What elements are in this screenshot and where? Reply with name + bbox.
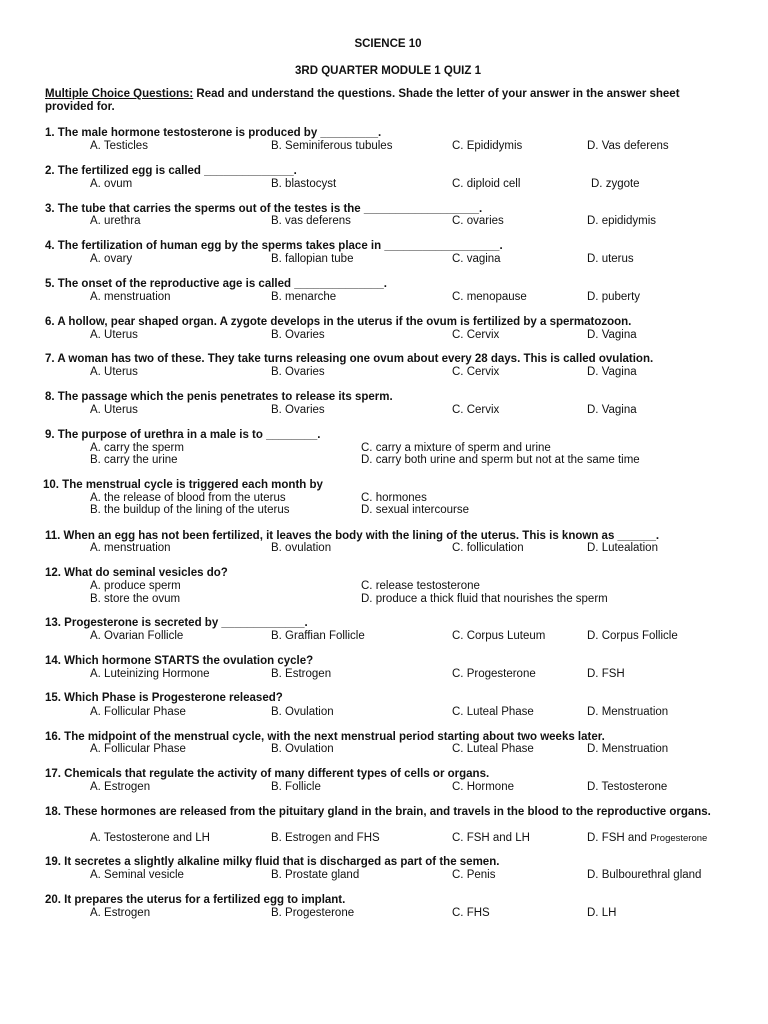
choice-2a: A. ovum xyxy=(90,178,133,190)
choice-15d: D. Menstruation xyxy=(587,706,669,718)
choice-9d: D. carry both urine and sperm but not at the same time xyxy=(361,454,640,466)
choice-4a: A. ovary xyxy=(90,253,133,265)
question-4: 4. The fertilization of human egg by the sperms takes place in __________________. xyxy=(45,240,503,252)
choice-6d: D. Vagina xyxy=(587,329,637,341)
choice-18b: B. Estrogen and FHS xyxy=(271,832,380,844)
choice-2d: D. zygote xyxy=(591,178,640,190)
choice-18d-small: Progesterone xyxy=(650,833,708,844)
question-5: 5. The onset of the reproductive age is called ______________. xyxy=(45,278,387,290)
choice-13a: A. Ovarian Follicle xyxy=(90,630,184,642)
choice-12b: B. store the ovum xyxy=(90,593,181,605)
instructions-label: Multiple Choice Questions: xyxy=(45,88,194,100)
choice-14c: C. Progesterone xyxy=(452,668,536,680)
choice-3a: A. urethra xyxy=(90,215,141,227)
question-8: 8. The passage which the penis penetrates to release its sperm. xyxy=(45,391,393,403)
question-7: 7. A woman has two of these. They take turns releasing one ovum about every 28 days. This is called ovulation. xyxy=(45,353,654,365)
choice-6c: C. Cervix xyxy=(452,329,500,341)
choice-9c: C. carry a mixture of sperm and urine xyxy=(361,442,551,454)
choice-1d: D. Vas deferens xyxy=(587,140,669,152)
choice-16c: C. Luteal Phase xyxy=(452,743,534,755)
choice-2b: B. blastocyst xyxy=(271,178,337,190)
choice-20b: B. Progesterone xyxy=(271,907,355,919)
question-15: 15. Which Phase is Progesterone released? xyxy=(45,692,283,704)
choice-20c: C. FHS xyxy=(452,907,490,919)
choice-18c: C. FSH and LH xyxy=(452,832,530,844)
choice-1b: B. Seminiferous tubules xyxy=(271,140,393,152)
choice-9a: A. carry the sperm xyxy=(90,442,184,454)
choice-17d: D. Testosterone xyxy=(587,781,668,793)
choice-10a: A. the release of blood from the uterus xyxy=(90,492,286,504)
choice-7b: B. Ovaries xyxy=(271,366,325,378)
choice-8b: B. Ovaries xyxy=(271,404,325,416)
choice-13b: B. Graffian Follicle xyxy=(271,630,365,642)
question-6: 6. A hollow, pear shaped organ. A zygote develops in the uterus if the ovum is fertilized by a spermatozoon. xyxy=(45,316,632,328)
choice-2c: C. diploid cell xyxy=(452,178,521,190)
subject-title: SCIENCE 10 xyxy=(354,38,422,50)
question-11: 11. When an egg has not been fertilized, it leaves the body with the lining of the uterus. This is known as ______. xyxy=(45,530,660,542)
choice-16d: D. Menstruation xyxy=(587,743,669,755)
choice-5d: D. puberty xyxy=(587,291,641,303)
choice-18d xyxy=(587,832,707,845)
choice-19c: C. Penis xyxy=(452,869,496,881)
question-14: 14. Which hormone STARTS the ovulation cycle? xyxy=(45,655,314,667)
choice-5c: C. menopause xyxy=(452,291,527,303)
choice-8d: D. Vagina xyxy=(587,404,637,416)
choice-14b: B. Estrogen xyxy=(271,668,332,680)
question-12: 12. What do seminal vesicles do? xyxy=(45,567,228,579)
choice-12c: C. release testosterone xyxy=(361,580,480,592)
question-9: 9. The purpose of urethra in a male is to ________. xyxy=(45,429,321,441)
choice-8a: A. Uterus xyxy=(90,404,138,416)
choice-15b: B. Ovulation xyxy=(271,706,334,718)
choice-8c: C. Cervix xyxy=(452,404,500,416)
choice-6b: B. Ovaries xyxy=(271,329,325,341)
choice-14d: D. FSH xyxy=(587,668,625,680)
choice-19a: A. Seminal vesicle xyxy=(90,869,184,881)
choice-19d: D. Bulbourethral gland xyxy=(587,869,702,881)
question-10: 10. The menstrual cycle is triggered each month by xyxy=(43,479,323,491)
quiz-title: 3RD QUARTER MODULE 1 QUIZ 1 xyxy=(295,65,481,77)
question-1: 1. The male hormone testosterone is produced by _________. xyxy=(45,127,382,139)
choice-10c: C. hormones xyxy=(361,492,427,504)
choice-7c: C. Cervix xyxy=(452,366,500,378)
instructions-text: Read and understand the questions. Shade the letter of your answer in the answer sheet provided for. xyxy=(45,88,680,113)
choice-16b: B. Ovulation xyxy=(271,743,334,755)
choice-20a: A. Estrogen xyxy=(90,907,151,919)
choice-18d-text: D. FSH and xyxy=(587,832,651,844)
choice-5a: A. menstruation xyxy=(90,291,171,303)
choice-3d: D. epididymis xyxy=(587,215,657,227)
choice-12a: A. produce sperm xyxy=(90,580,181,592)
choice-13c: C. Corpus Luteum xyxy=(452,630,546,642)
choice-1c: C. Epididymis xyxy=(452,140,523,152)
choice-15c: C. Luteal Phase xyxy=(452,706,534,718)
choice-17a: A. Estrogen xyxy=(90,781,151,793)
choice-1a: A. Testicles xyxy=(90,140,148,152)
question-19: 19. It secretes a slightly alkaline milky fluid that is discharged as part of the semen. xyxy=(45,856,500,868)
choice-10d: D. sexual intercourse xyxy=(361,504,470,516)
choice-19b: B. Prostate gland xyxy=(271,869,360,881)
choice-16a: A. Follicular Phase xyxy=(90,743,186,755)
choice-3b: B. vas deferens xyxy=(271,215,351,227)
choice-11a: A. menstruation xyxy=(90,542,171,554)
choice-17b: B. Follicle xyxy=(271,781,321,793)
question-3: 3. The tube that carries the sperms out of the testes is the __________________. xyxy=(45,203,483,215)
choice-9b: B. carry the urine xyxy=(90,454,178,466)
question-17: 17. Chemicals that regulate the activity of many different types of cells or organs. xyxy=(45,768,490,780)
question-13: 13. Progesterone is secreted by _____________. xyxy=(45,617,308,629)
question-16: 16. The midpoint of the menstrual cycle, with the next menstrual period starting about two weeks later. xyxy=(45,731,605,743)
choice-14a: A. Luteinizing Hormone xyxy=(90,668,210,680)
choice-3c: C. ovaries xyxy=(452,215,504,227)
choice-4b: B. fallopian tube xyxy=(271,253,354,265)
choice-6a: A. Uterus xyxy=(90,329,138,341)
question-2: 2. The fertilized egg is called ______________. xyxy=(45,165,297,177)
choice-11c: C. folliculation xyxy=(452,542,524,554)
choice-11b: B. ovulation xyxy=(271,542,332,554)
choice-17c: C. Hormone xyxy=(452,781,514,793)
choice-7a: A. Uterus xyxy=(90,366,138,378)
choice-12d: D. produce a thick fluid that nourishes the sperm xyxy=(361,593,608,605)
question-20: 20. It prepares the uterus for a fertilized egg to implant. xyxy=(45,894,346,906)
choice-10b: B. the buildup of the lining of the uterus xyxy=(90,504,290,516)
choice-11d: D. Lutealation xyxy=(587,542,658,554)
instructions xyxy=(45,88,725,114)
choice-4d: D. uterus xyxy=(587,253,634,265)
choice-4c: C. vagina xyxy=(452,253,501,265)
choice-5b: B. menarche xyxy=(271,291,337,303)
choice-7d: D. Vagina xyxy=(587,366,637,378)
question-18: 18. These hormones are released from the pituitary gland in the brain, and travels in the blood to the reproductive organs. xyxy=(45,806,711,818)
choice-13d: D. Corpus Follicle xyxy=(587,630,678,642)
choice-15a: A. Follicular Phase xyxy=(90,706,186,718)
choice-20d: D. LH xyxy=(587,907,617,919)
choice-18a: A. Testosterone and LH xyxy=(90,832,210,844)
